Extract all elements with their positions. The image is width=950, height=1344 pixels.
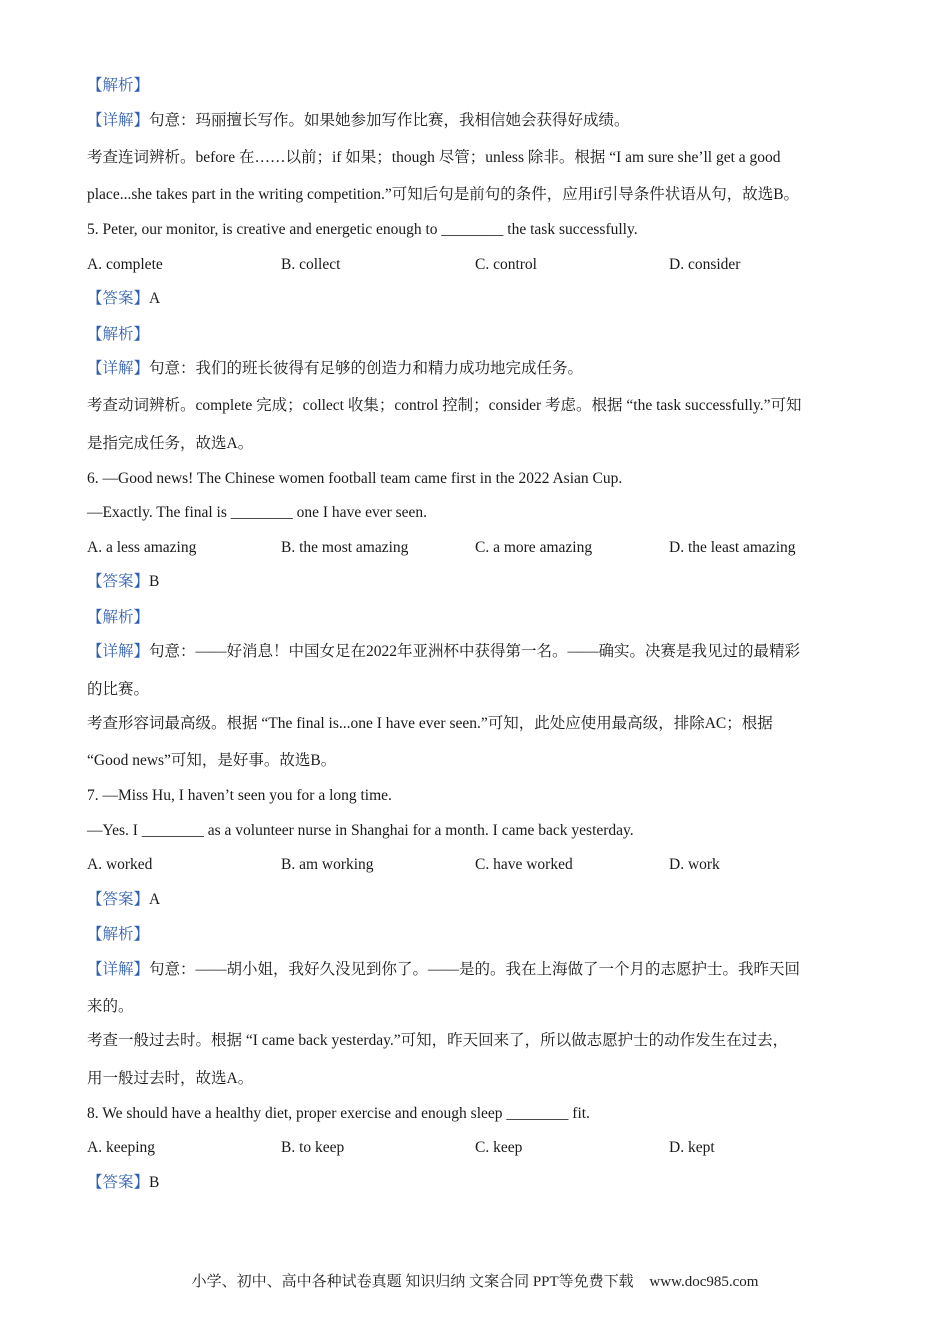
option-c: C. a more amazing xyxy=(475,539,593,556)
option-b: B. the most amazing xyxy=(281,539,409,556)
question-stem: —Yes. I ________ as a volunteer nurse in Shanghai for a month. I came back yesterday. xyxy=(87,822,634,839)
footer-url: www.doc985.com xyxy=(649,1274,759,1290)
option-d: D. kept xyxy=(669,1139,715,1156)
explanation-line: 用一般过去时，故选A。 xyxy=(87,1070,254,1087)
analysis-label: 【解析】 xyxy=(87,609,150,626)
answer-value: A xyxy=(149,290,161,307)
answer-line xyxy=(87,890,870,910)
detail-text: 句意：——好消息！中国女足在2022年亚洲杯中获得第一名。——确实。决赛是我见过的最精彩 xyxy=(149,643,801,660)
answer-value: B xyxy=(149,573,160,590)
page-footer xyxy=(0,1270,950,1291)
option-a: A. a less amazing xyxy=(87,539,197,556)
detail-text: 句意：玛丽擅长写作。如果她参加写作比赛，我相信她会获得好成绩。 xyxy=(149,112,630,129)
answer-label: 【答案】 xyxy=(87,573,150,590)
answer-line xyxy=(87,289,870,309)
explanation-line: 考查一般过去时。根据 “I came back yesterday.”可知，昨天回来了，所以做志愿护士的动作发生在过去， xyxy=(87,1032,789,1049)
explanation-line: 考查形容词最高级。根据 “The final is...one I have ever seen.”可知，此处应使用最高级，排除AC；根据 xyxy=(87,715,773,732)
option-c: C. keep xyxy=(475,1139,523,1156)
question-stem: 7. —Miss Hu, I haven’t seen you for a long time. xyxy=(87,787,392,804)
answer-line xyxy=(87,1173,870,1193)
answer-value: B xyxy=(149,1174,160,1191)
detail-label: 【详解】 xyxy=(87,643,150,660)
detail-label: 【详解】 xyxy=(87,360,150,377)
option-c: C. control xyxy=(475,256,537,273)
explanation-line: 考查连词辨析。before 在……以前；if 如果；though 尽管；unless 除非。根据 “I am sure she’ll get a good xyxy=(87,149,781,166)
detail-line xyxy=(87,111,870,131)
option-a: A. worked xyxy=(87,856,153,873)
detail-line xyxy=(87,960,870,980)
question-stem: 5. Peter, our monitor, is creative and energetic enough to ________ the task successfully. xyxy=(87,221,638,238)
answer-label: 【答案】 xyxy=(87,891,150,908)
question-stem: 8. We should have a healthy diet, proper exercise and enough sleep ________ fit. xyxy=(87,1105,590,1122)
footer-text: 小学、初中、高中各种试卷真题 知识归纳 文案合同 PPT等免费下载 xyxy=(191,1274,634,1290)
detail-text: 句意：——胡小姐，我好久没见到你了。——是的。我在上海做了一个月的志愿护士。我昨天回 xyxy=(149,961,801,978)
option-b: B. to keep xyxy=(281,1139,345,1156)
analysis-label: 【解析】 xyxy=(87,77,150,94)
question-stem: 6. —Good news! The Chinese women football team came first in the 2022 Asian Cup. xyxy=(87,470,623,487)
explanation-line: 考查动词辨析。complete 完成；collect 收集；control 控制；consider 考虑。根据 “the task successfully.”可知 xyxy=(87,397,802,414)
detail-text: 句意：我们的班长彼得有足够的创造力和精力成功地完成任务。 xyxy=(149,360,584,377)
option-a: A. keeping xyxy=(87,1139,156,1156)
answer-value: A xyxy=(149,891,161,908)
explanation-line: 是指完成任务，故选A。 xyxy=(87,435,254,452)
analysis-label: 【解析】 xyxy=(87,926,150,943)
option-a: A. complete xyxy=(87,256,163,273)
option-b: B. collect xyxy=(281,256,341,273)
question-stem: —Exactly. The final is ________ one I have ever seen. xyxy=(87,504,428,521)
analysis-label: 【解析】 xyxy=(87,326,150,343)
detail-line xyxy=(87,642,870,662)
explanation-line: “Good news”可知，是好事。故选B。 xyxy=(87,752,337,769)
answer-line xyxy=(87,572,870,592)
detail-continuation: 来的。 xyxy=(87,998,134,1015)
answer-label: 【答案】 xyxy=(87,290,150,307)
answer-label: 【答案】 xyxy=(87,1174,150,1191)
option-d: D. the least amazing xyxy=(669,539,796,556)
detail-line xyxy=(87,359,870,379)
detail-label: 【详解】 xyxy=(87,961,150,978)
option-d: D. work xyxy=(669,856,720,873)
detail-label: 【详解】 xyxy=(87,112,150,129)
option-c: C. have worked xyxy=(475,856,573,873)
detail-continuation: 的比赛。 xyxy=(87,681,150,698)
option-d: D. consider xyxy=(669,256,741,273)
explanation-line: place...she takes part in the writing competition.”可知后句是前句的条件，应用if引导条件状语从句，故选B。 xyxy=(87,186,800,203)
option-b: B. am working xyxy=(281,856,374,873)
